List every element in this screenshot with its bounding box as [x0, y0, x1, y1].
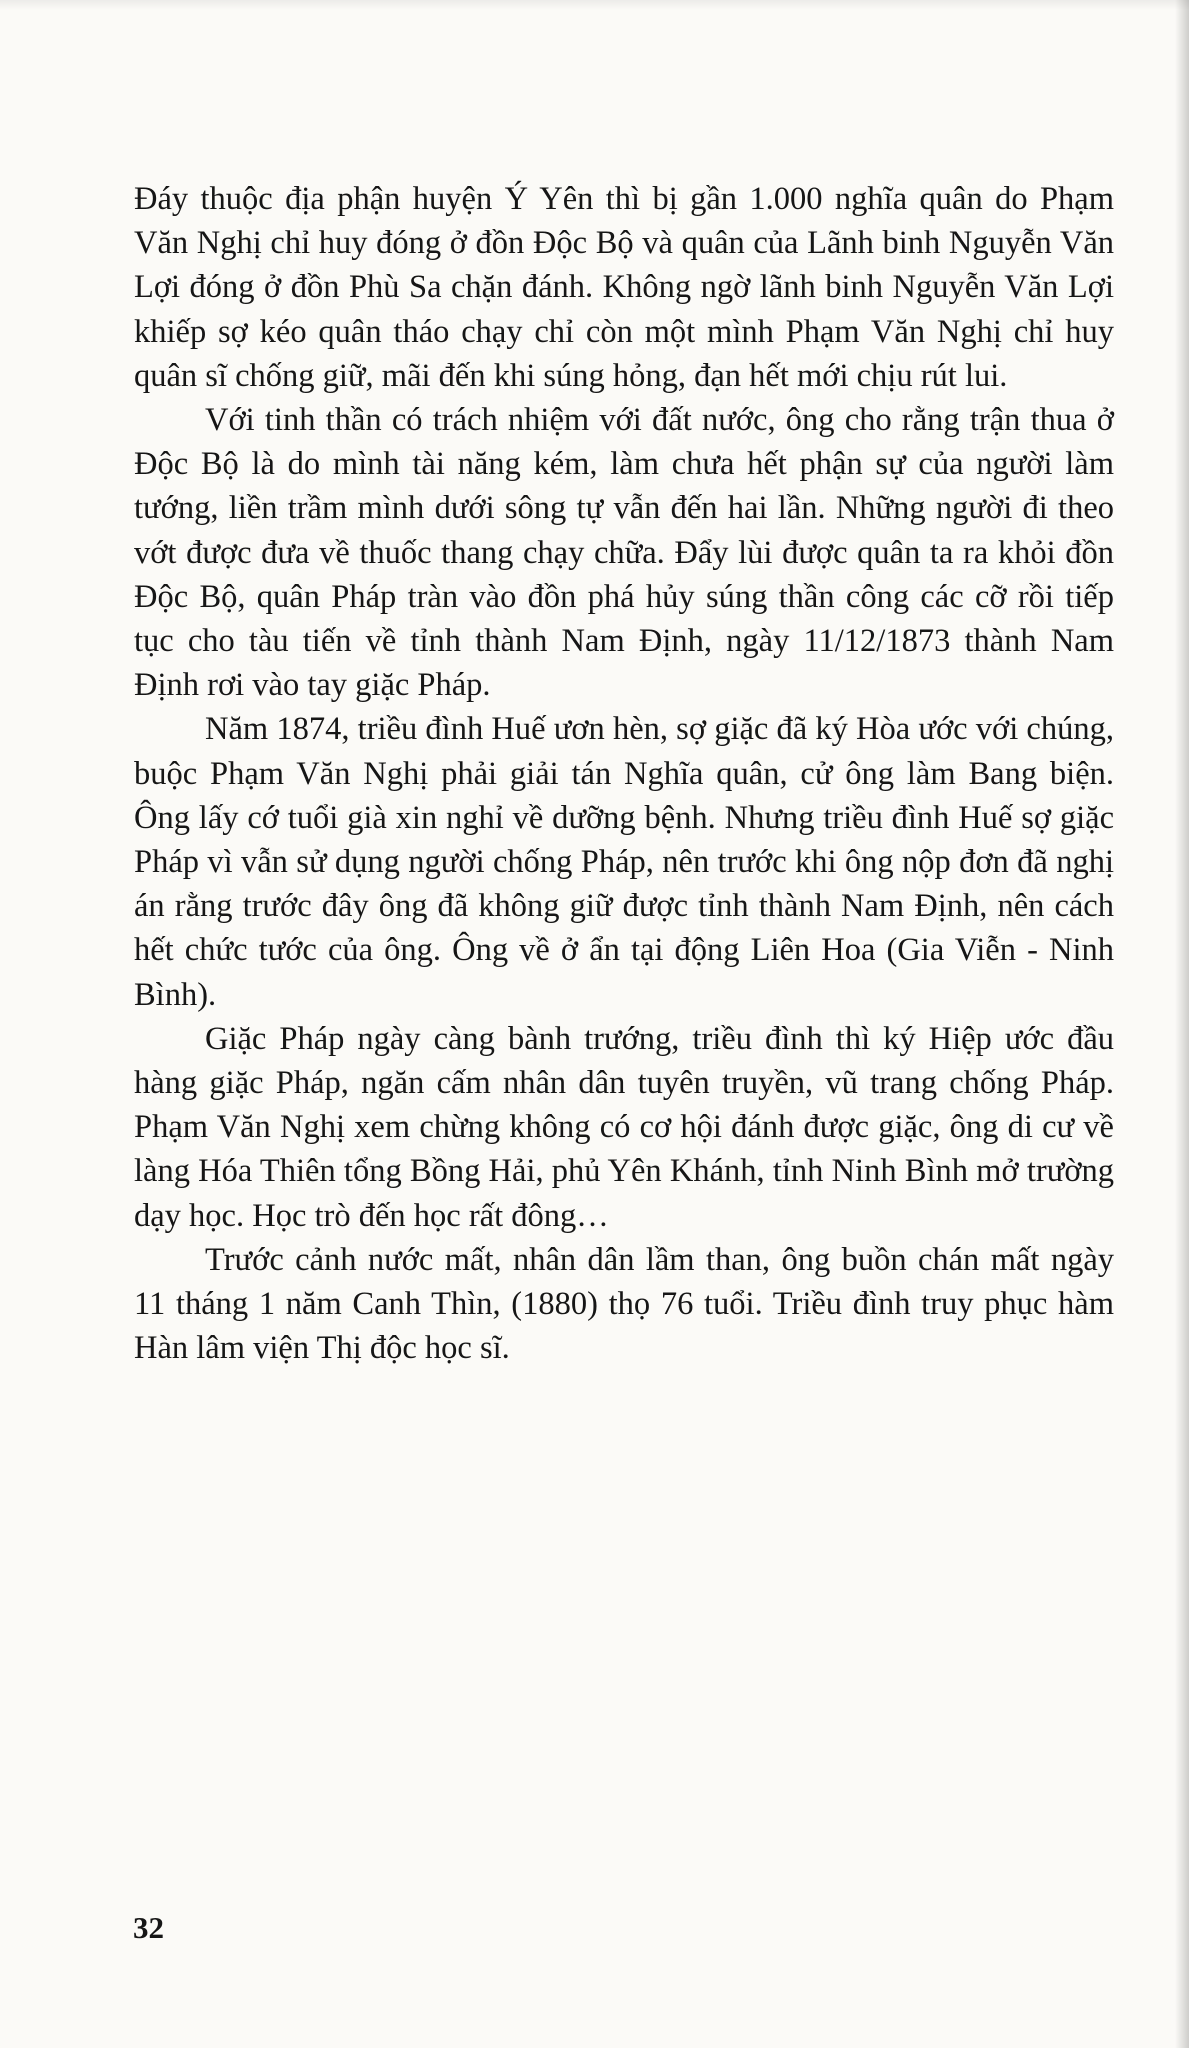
paragraph-continuation: Đáy thuộc địa phận huyện Ý Yên thì bị gần 1.000 nghĩa quân do Phạm Văn Nghị chỉ huy đóng ở đồn Độc Bộ và quân của Lãnh binh Nguyễn Văn Lợi đóng ở đồn Phù Sa chặn đánh. Không ngờ lãnh binh Nguyễn Văn Lợi khiếp sợ kéo quân tháo chạy chỉ còn một mình Phạm Văn Nghị chỉ huy quân sĩ chống giữ, mãi đến khi súng hỏng, đạn hết mới chịu rút lui.	[134, 181, 1114, 394]
page-top-shadow	[0, 0, 1189, 10]
page-edge-shadow	[1175, 0, 1189, 2048]
page-number: 32	[133, 1910, 164, 1945]
paragraph: Năm 1874, triều đình Huế ươn hèn, sợ giặc đã ký Hòa ước với chúng, buộc Phạm Văn Nghị phải giải tán Nghĩa quân, cử ông làm Bang biện. Ông lấy cớ tuổi già xin nghỉ về dưỡng bệnh. Nhưng triều đình Huế sợ giặc Pháp vì vẫn sử dụng người chống Pháp, nên trước khi ông nộp đơn đã nghị án rằng trước đây ông đã không giữ được tỉnh thành Nam Định, nên cách hết chức tước của ông. Ông về ở ẩn tại động Liên Hoa (Gia Viễn - Ninh Bình).	[134, 711, 1114, 1013]
paragraph: Giặc Pháp ngày càng bành trướng, triều đình thì ký Hiệp ước đầu hàng giặc Pháp, ngăn cấm nhân dân tuyên truyền, vũ trang chống Pháp. Phạm Văn Nghị xem chừng không có cơ hội đánh được giặc, ông di cư về làng Hóa Thiên tổng Bồng Hải, phủ Yên Khánh, tỉnh Ninh Bình mở trường dạy học. Học trò đến học rất đông…	[134, 1020, 1114, 1234]
body-text	[134, 177, 1114, 1370]
paragraph: Với tinh thần có trách nhiệm với đất nước, ông cho rằng trận thua ở Độc Bộ là do mình tài năng kém, làm chưa hết phận sự của người làm tướng, liền trầm mình dưới sông tự vẫn đến hai lần. Những người đi theo vớt được đưa về thuốc thang chạy chữa. Đẩy lùi được quân ta ra khỏi đồn Độc Bộ, quân Pháp tràn vào đồn phá hủy súng thần công các cỡ rồi tiếp tục cho tàu tiến về tỉnh thành Nam Định, ngày 11/12/1873 thành Nam Định rơi vào tay giặc Pháp.	[134, 402, 1114, 704]
paragraph: Trước cảnh nước mất, nhân dân lầm than, ông buồn chán mất ngày 11 tháng 1 năm Canh Thìn, (1880) thọ 76 tuổi. Triều đình truy phục hàm Hàn lâm viện Thị độc học sĩ.	[134, 1241, 1114, 1367]
